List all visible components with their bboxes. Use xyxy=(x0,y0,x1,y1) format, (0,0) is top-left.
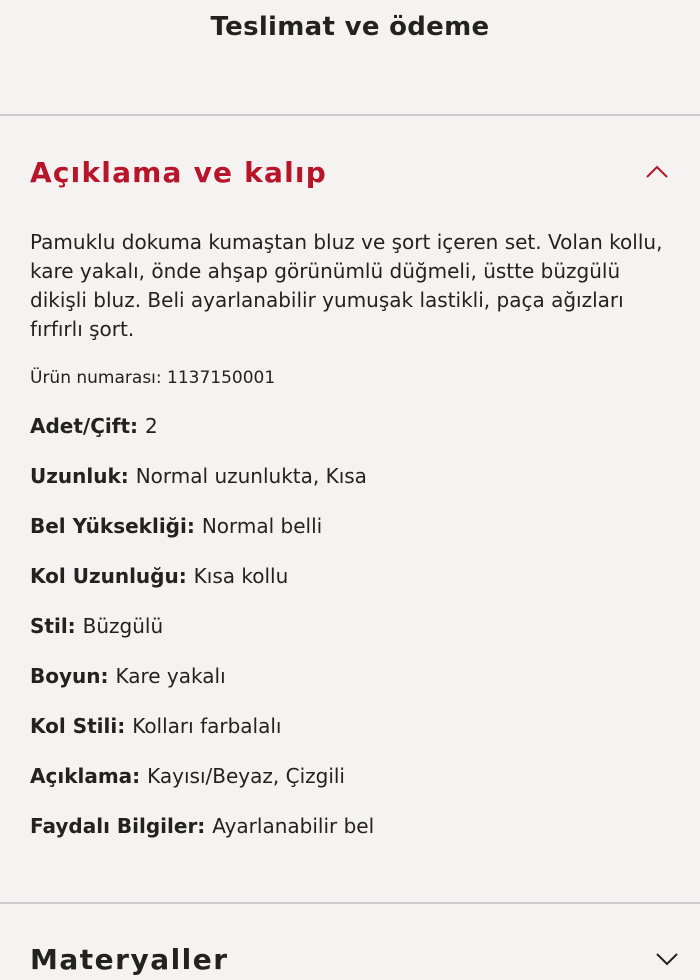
chevron-up-icon[interactable] xyxy=(644,159,670,185)
attribute-value: Kayısı/Beyaz, Çizgili xyxy=(147,764,345,788)
attribute-label: Adet/Çift: xyxy=(30,414,145,438)
attribute-row xyxy=(30,612,670,662)
page-header xyxy=(0,0,700,116)
attribute-label: Kol Uzunluğu: xyxy=(30,564,194,588)
product-description: Pamuklu dokuma kumaştan bluz ve şort içeren set. Volan kollu, kare yakalı, önde ahşap görünümlü düğmeli, üstte büzgülü dikişli bluz. Beli ayarlanabilir yumuşak lastikli, paça ağızları fırfırlı şort. xyxy=(30,230,663,341)
attribute-value: Normal belli xyxy=(201,514,323,538)
attribute-label: Açıklama: xyxy=(30,764,148,788)
product-number: Ürün numarası: 1137150001 xyxy=(30,368,276,388)
attribute-label: Kol Stili: xyxy=(30,714,133,738)
materials-title: Materyaller xyxy=(30,942,229,976)
attribute-value: Kısa kollu xyxy=(193,564,289,588)
attribute-row xyxy=(30,512,670,562)
delivery-payment-title[interactable]: Teslimat ve ödeme xyxy=(210,12,490,42)
attribute-row xyxy=(30,662,670,712)
attribute-value: Ayarlanabilir bel xyxy=(212,814,375,838)
attribute-row xyxy=(30,812,670,862)
attribute-list xyxy=(30,412,670,862)
attribute-row xyxy=(30,762,670,812)
attribute-label: Faydalı Bilgiler: xyxy=(30,814,213,838)
attribute-label: Bel Yüksekliği: xyxy=(30,514,202,538)
materials-toggle[interactable] xyxy=(30,904,680,980)
attribute-row xyxy=(30,562,670,612)
description-fit-section xyxy=(0,116,700,862)
description-fit-title: Açıklama ve kalıp xyxy=(30,155,327,189)
attribute-value: Kolları farbalalı xyxy=(132,714,282,738)
attribute-label: Stil: xyxy=(30,614,83,638)
attribute-row xyxy=(30,412,670,462)
description-fit-toggle[interactable] xyxy=(30,116,670,228)
attribute-label: Uzunluk: xyxy=(30,464,136,488)
attribute-value: Büzgülü xyxy=(82,614,164,638)
chevron-down-icon[interactable] xyxy=(654,946,680,972)
attribute-value: Kare yakalı xyxy=(115,664,226,688)
attribute-row xyxy=(30,712,670,762)
attribute-label: Boyun: xyxy=(30,664,116,688)
attribute-value: 2 xyxy=(144,414,158,438)
attribute-row xyxy=(30,462,670,512)
attribute-value: Normal uzunlukta, Kısa xyxy=(135,464,367,488)
